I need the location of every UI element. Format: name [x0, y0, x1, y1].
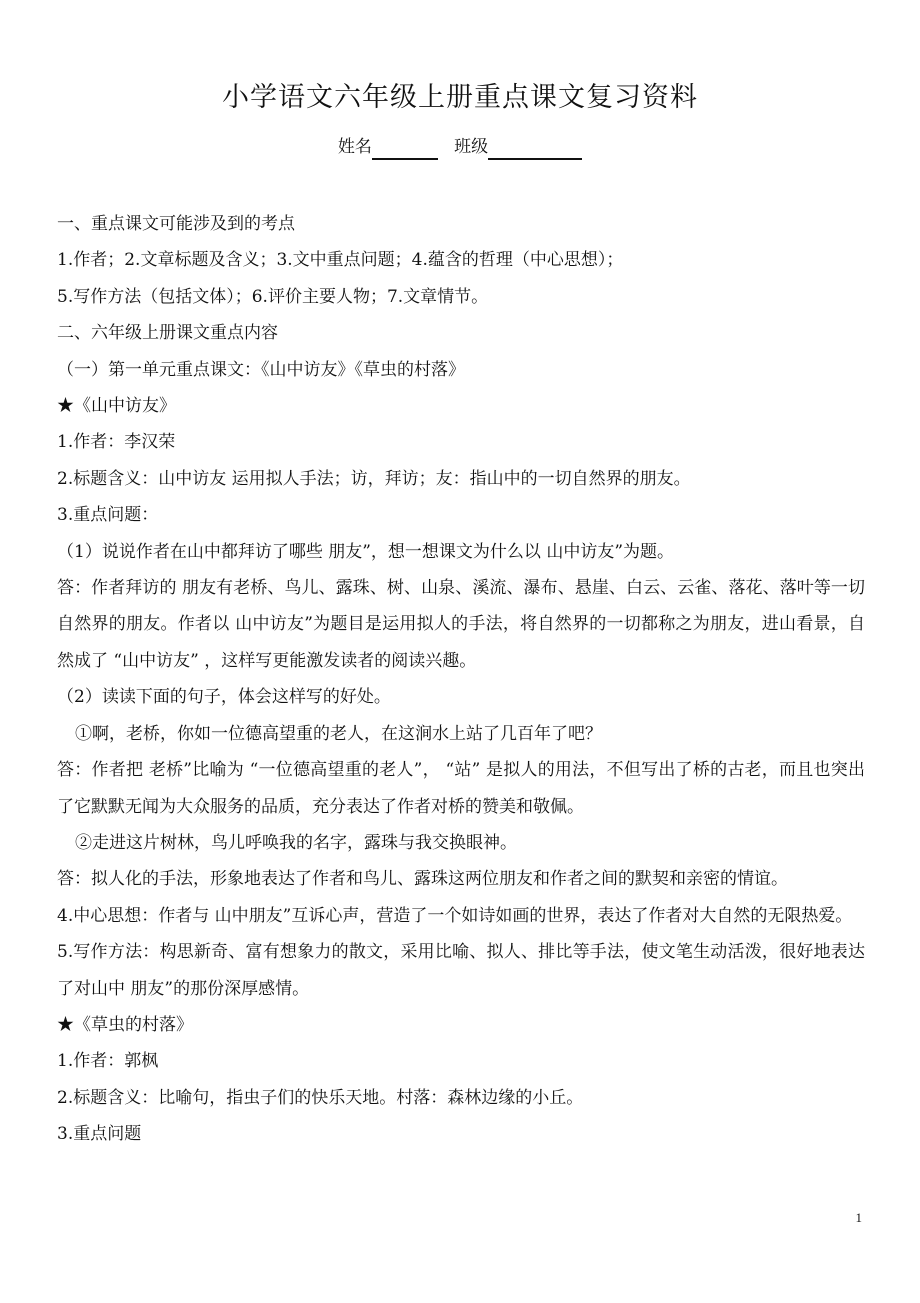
unit-heading: （一）第一单元重点课文：《山中访友》《草虫的村落》	[57, 359, 465, 380]
student-info-fields	[0, 134, 920, 160]
answer-3: 答：拟人化的手法，形象地表达了作者和鸟儿、露珠这两位朋友和作者之间的默契和亲密的情谊。	[57, 869, 788, 890]
author-line: 1.作者：李汉荣	[57, 432, 176, 453]
section-heading-1: 一、重点课文可能涉及到的考点	[57, 214, 295, 234]
section-heading-2: 二、六年级上册课文重点内容	[57, 323, 278, 344]
example-sentence-1: ①啊，老桥，你如一位德高望重的老人，在这涧水上站了几百年了吧？	[75, 723, 602, 744]
key-questions-heading-2: 3.重点问题	[57, 1124, 142, 1145]
class-label: 班级	[454, 137, 489, 157]
central-idea: 4.中心思想：作者与 山中朋友”互诉心声，营造了一个如诗如画的世界，表达了作者对大自然的无限热爱。	[57, 905, 853, 926]
document-title: 小学语文六年级上册重点课文复习资料	[222, 82, 698, 113]
author-line-2: 1.作者：郭枫	[57, 1051, 159, 1072]
answer-2: 答：作者把 老桥”比喻为 “一位德高望重的老人”， “站” 是拟人的用法，不但写出了桥的古老，而且也突出了它默默无闻为大众服务的品质，充分表达了作者对桥的赞美和敬佩。	[57, 760, 865, 817]
title-meaning-line: 2.标题含义：山中访友 运用拟人手法；访，拜访；友：指山中的一切自然界的朋友。	[57, 468, 691, 489]
name-label: 姓名	[337, 137, 372, 157]
exam-points-line-1: 1.作者；2.文章标题及含义；3.文中重点问题；4.蕴含的哲理（中心思想）；	[57, 250, 624, 271]
question-1: （1）说说作者在山中都拜访了哪些 朋友”，想一想课文为什么以 山中访友”为题。	[57, 541, 675, 562]
question-2: （2）读读下面的句子，体会这样写的好处。	[57, 687, 391, 708]
title-meaning-line-2: 2.标题含义：比喻句，指虫子们的快乐天地。村落：森林边缘的小丘。	[57, 1087, 584, 1108]
writing-method: 5.写作方法：构思新奇、富有想象力的散文，采用比喻、拟人、排比等手法，使文笔生动活泼，很好地表达了对山中 朋友”的那份深厚感情。	[57, 942, 865, 999]
page-number: 1	[855, 1210, 862, 1225]
lesson-heading-caochong: ★《草虫的村落》	[57, 1014, 193, 1035]
class-blank-line[interactable]	[488, 138, 582, 160]
example-sentence-2: ②走进这片树林，鸟儿呼唤我的名字，露珠与我交换眼神。	[75, 832, 517, 853]
lesson-heading-shanzhongfangyou: ★《山中访友》	[57, 396, 176, 417]
name-blank-line[interactable]	[372, 138, 438, 160]
document-body	[57, 206, 865, 1153]
key-questions-heading: 3.重点问题：	[57, 505, 159, 526]
answer-1: 答：作者拜访的 朋友有老桥、鸟儿、露珠、树、山泉、溪流、瀑布、悬崖、白云、云雀、落花、落叶等一切自然界的朋友。作者以 山中访友”为题目是运用拟人的手法，将自然界的一切都称之为朋友，进山看景，自然成了 “山中访友” ，这样写更能激发读者的阅读兴趣。	[57, 578, 865, 671]
exam-points-line-2: 5.写作方法（包括文体）；6.评价主要人物；7.文章情节。	[57, 286, 489, 307]
